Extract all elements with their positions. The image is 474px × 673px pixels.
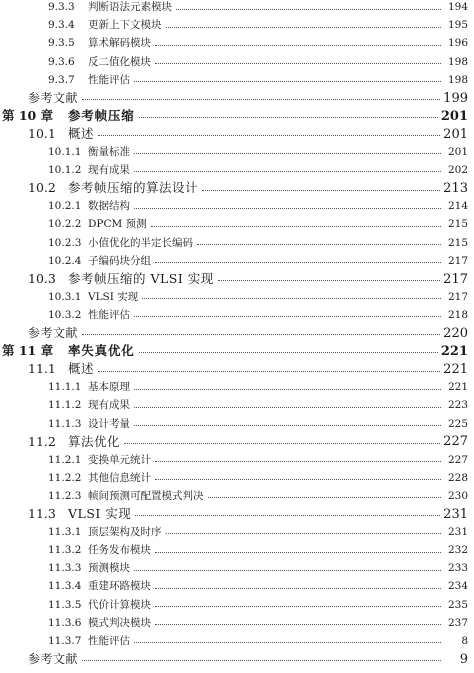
toc-page-number: 227 (443, 434, 468, 450)
toc-entry-row (0, 179, 474, 199)
toc-entry-title: 衡量标准 (88, 146, 130, 159)
toc-entry-title: 小值优化的半定长编码 (88, 236, 193, 249)
toc-entry-number: 11.1 (28, 361, 56, 377)
toc-entry-title: VLSI 实现 (68, 506, 132, 522)
toc-page-number: 201 (440, 108, 468, 124)
toc-entry-title: 顶层架构及时序 (88, 526, 162, 539)
toc-entry-number: 9.3.7 (48, 73, 75, 86)
toc-entry-row (0, 504, 474, 524)
toc-entry-number: 10.2.4 (48, 254, 82, 267)
toc-entry-number: 11.3.4 (48, 580, 82, 593)
dot-leader (155, 606, 441, 607)
toc-entry-row (0, 269, 474, 289)
toc-entry-row (0, 360, 474, 380)
toc-page-number: 213 (443, 181, 468, 196)
toc-entry-title: 性能评估 (88, 634, 130, 647)
toc-chapter-row (0, 341, 474, 361)
toc-entry-row (0, 559, 474, 579)
toc-page-number: 218 (447, 308, 468, 321)
toc-entry-number: 11.3.6 (48, 616, 82, 629)
dot-leader (139, 117, 438, 118)
toc-entry-title: 设计考量 (88, 417, 130, 430)
toc-entry-number: 10.3.2 (48, 308, 82, 321)
toc-entry-number: 第 11 章 (2, 343, 54, 359)
dot-leader (98, 371, 440, 372)
toc-entry-number: 11.3.7 (48, 634, 82, 647)
toc-entry-row (0, 34, 474, 54)
toc-entry-title: 基本原理 (88, 381, 130, 394)
toc-references-row (0, 88, 474, 108)
toc-entry-number: 9.3.5 (48, 37, 75, 50)
toc-entry-number: 9.3.4 (48, 19, 75, 32)
dot-leader (151, 226, 441, 227)
toc-entry-number: 10.1.1 (48, 146, 82, 159)
toc-entry-row (0, 251, 474, 271)
dot-leader (134, 208, 441, 209)
dot-leader (166, 27, 442, 28)
toc-entry-number: 11.2.2 (48, 471, 82, 484)
toc-entry-title: 现有成果 (88, 399, 130, 412)
toc-entry-title: 任务发布模块 (88, 544, 151, 557)
toc-page-number: 196 (447, 37, 468, 50)
toc-entry-row (0, 52, 474, 72)
toc-entry-number: 11.2.1 (48, 453, 82, 466)
toc-page-number: 198 (447, 55, 468, 68)
toc-entry-number: 11.1.3 (48, 417, 82, 430)
toc-chapter-row (0, 106, 474, 126)
dot-leader (176, 9, 441, 10)
dot-leader (98, 135, 440, 136)
toc-page-number: 202 (447, 164, 468, 177)
dot-leader (134, 389, 441, 390)
toc-page-number: 230 (447, 489, 468, 502)
toc-page-number: 199 (443, 90, 468, 106)
toc-entry-row (0, 486, 474, 506)
toc-entry-row (0, 215, 474, 235)
toc-entry-number: 10.1.2 (48, 164, 82, 177)
dot-leader (124, 443, 440, 444)
toc-entry-title: 其他信息统计 (88, 471, 151, 484)
toc-entry-number: 11.1.2 (48, 399, 82, 412)
toc-page-number: 225 (447, 417, 468, 430)
toc-entry-row (0, 197, 474, 217)
toc-entry-title: 模式判决模块 (88, 616, 151, 629)
toc-page-number: 217 (447, 254, 468, 267)
toc-page-number: 221 (443, 362, 468, 377)
toc-entry-number: 9.3.6 (48, 55, 75, 68)
toc-entry-number: 10.3 (28, 270, 56, 286)
toc-page-number: 201 (447, 146, 468, 159)
toc-page-number: 215 (447, 236, 468, 249)
toc-entry-title: 性能评估 (88, 308, 130, 321)
toc-page-number: 217 (443, 271, 468, 287)
toc-entry-row (0, 577, 474, 597)
toc-entry-number: 11.1.1 (48, 381, 82, 394)
toc-page-number: 9 (459, 651, 468, 667)
toc-page-number: 221 (440, 343, 468, 359)
toc-entry-row (0, 160, 474, 180)
toc-entry-title: 参考帧压缩的算法设计 (68, 180, 199, 196)
toc-entry-number: 11.3.5 (48, 598, 82, 611)
dot-leader (166, 533, 442, 534)
toc-entry-row (0, 541, 474, 561)
toc-entry-row (0, 595, 474, 615)
dot-leader (134, 570, 441, 571)
dot-leader (134, 153, 441, 154)
toc-entry-number: 11.2 (28, 433, 56, 449)
toc-page-number: 214 (447, 200, 468, 213)
toc-page-number: 198 (447, 73, 468, 86)
toc-page-number: 221 (447, 381, 468, 394)
toc-entry-row (0, 142, 474, 162)
dot-leader (197, 244, 441, 245)
toc-entry-title: 性能评估 (88, 73, 130, 86)
dot-leader (82, 660, 441, 661)
dot-leader (155, 45, 441, 46)
toc-entry-title: 数据结构 (88, 200, 130, 213)
dot-leader (155, 552, 441, 553)
toc-entry-title: 概述 (68, 125, 95, 141)
toc-page-number: 8 (461, 634, 468, 647)
toc-entry-row (0, 414, 474, 434)
toc-entry-number: 10.3.1 (48, 290, 82, 303)
toc-entry-title: 反二值化模块 (88, 55, 151, 68)
toc-entry-title: 判断语法元素模块 (88, 1, 172, 14)
dot-leader (134, 407, 441, 408)
toc-entry-row (0, 16, 474, 36)
toc-entry-row (0, 468, 474, 488)
toc-page-number: 231 (447, 526, 468, 539)
dot-leader (82, 334, 440, 335)
toc-page-number: 195 (447, 19, 468, 32)
toc-page-number: 234 (447, 580, 468, 593)
dot-leader (135, 515, 440, 516)
toc-entry-title: 参考文献 (28, 652, 79, 667)
toc-page-number: 215 (447, 218, 468, 231)
dot-leader (134, 81, 441, 82)
dot-leader (155, 588, 441, 589)
toc-entry-number: 11.2.3 (48, 489, 82, 502)
toc-entry-title: 子编码块分组 (88, 254, 151, 267)
toc-entry-title: VLSI 实现 (88, 290, 139, 303)
toc-entry-row (0, 378, 474, 398)
toc-entry-number: 10.1 (28, 125, 56, 141)
toc-page-number: 228 (447, 471, 468, 484)
toc-entry-row (0, 613, 474, 633)
dot-leader (134, 316, 441, 317)
toc-entry-title: 更新上下文模块 (88, 19, 162, 32)
dot-leader (155, 63, 441, 64)
toc-entry-title: 参考文献 (28, 326, 79, 341)
toc-page-number: 223 (447, 399, 468, 412)
dot-leader (155, 479, 441, 480)
toc-entry-title: 算法优化 (68, 433, 121, 449)
toc-entry-row (0, 631, 474, 651)
toc-page-number: 233 (447, 562, 468, 575)
dot-leader (139, 352, 438, 353)
toc-entry-title: 帧间预测可配置模式判决 (88, 489, 204, 502)
toc-entry-number: 11.3 (28, 506, 56, 522)
dot-leader (134, 642, 441, 643)
dot-leader (134, 171, 441, 172)
toc-entry-number: 9.3.3 (48, 1, 75, 14)
toc-entry-row (0, 450, 474, 470)
dot-leader (155, 461, 441, 462)
toc-entry-title: 算术解码模块 (88, 37, 151, 50)
toc-references-row (0, 649, 474, 669)
toc-page-number: 231 (443, 506, 468, 522)
toc-page-number: 232 (447, 544, 468, 557)
toc-entry-number: 11.3.3 (48, 562, 82, 575)
toc-entry-title: 参考帧压缩 (68, 107, 135, 123)
toc-entry-title: 参考帧压缩的 VLSI 实现 (68, 270, 214, 286)
toc-entry-title: 率失真优化 (68, 343, 135, 359)
toc-references-row (0, 323, 474, 343)
dot-leader (82, 99, 440, 100)
toc-entry-title: DPCM 预测 (88, 218, 147, 231)
toc-entry-title: 现有成果 (88, 164, 130, 177)
toc-entry-title: 参考文献 (28, 91, 79, 105)
toc-entry-row (0, 287, 474, 307)
toc-entry-title: 概述 (68, 361, 95, 377)
toc-entry-number: 10.2 (28, 180, 56, 196)
toc-entry-title: 预测模块 (88, 562, 130, 575)
dot-leader (142, 298, 441, 299)
toc-entry-number: 11.3.2 (48, 544, 82, 557)
toc-entry-row (0, 124, 474, 144)
toc-page-number: 235 (447, 598, 468, 611)
toc-entry-title: 重建环路模块 (88, 580, 151, 593)
toc-entry-number: 10.2.1 (48, 200, 82, 213)
toc-page-number: 237 (447, 616, 468, 629)
toc-entry-number: 第 10 章 (2, 107, 54, 123)
toc-entry-row (0, 233, 474, 253)
dot-leader (208, 497, 442, 498)
toc-entry-row (0, 432, 474, 452)
toc-entry-title: 代价计算模块 (88, 598, 151, 611)
toc-entry-title: 变换单元统计 (88, 453, 151, 466)
dot-leader (155, 262, 441, 263)
toc-entry-row (0, 396, 474, 416)
toc-entry-row (0, 70, 474, 90)
toc-page-number: 220 (443, 325, 468, 341)
dot-leader (202, 190, 440, 191)
toc-entry-row (0, 305, 474, 325)
toc-page-number: 217 (447, 290, 468, 303)
toc-page-number: 227 (447, 453, 468, 466)
dot-leader (218, 280, 440, 281)
toc-page-number: 194 (447, 1, 468, 14)
toc-page-number: 201 (443, 126, 468, 142)
toc-entry-row (0, 522, 474, 542)
dot-leader (134, 425, 441, 426)
toc-entry-number: 10.2.3 (48, 236, 82, 249)
toc-entry-number: 11.3.1 (48, 526, 82, 539)
dot-leader (155, 624, 441, 625)
toc-entry-number: 10.2.2 (48, 218, 82, 231)
